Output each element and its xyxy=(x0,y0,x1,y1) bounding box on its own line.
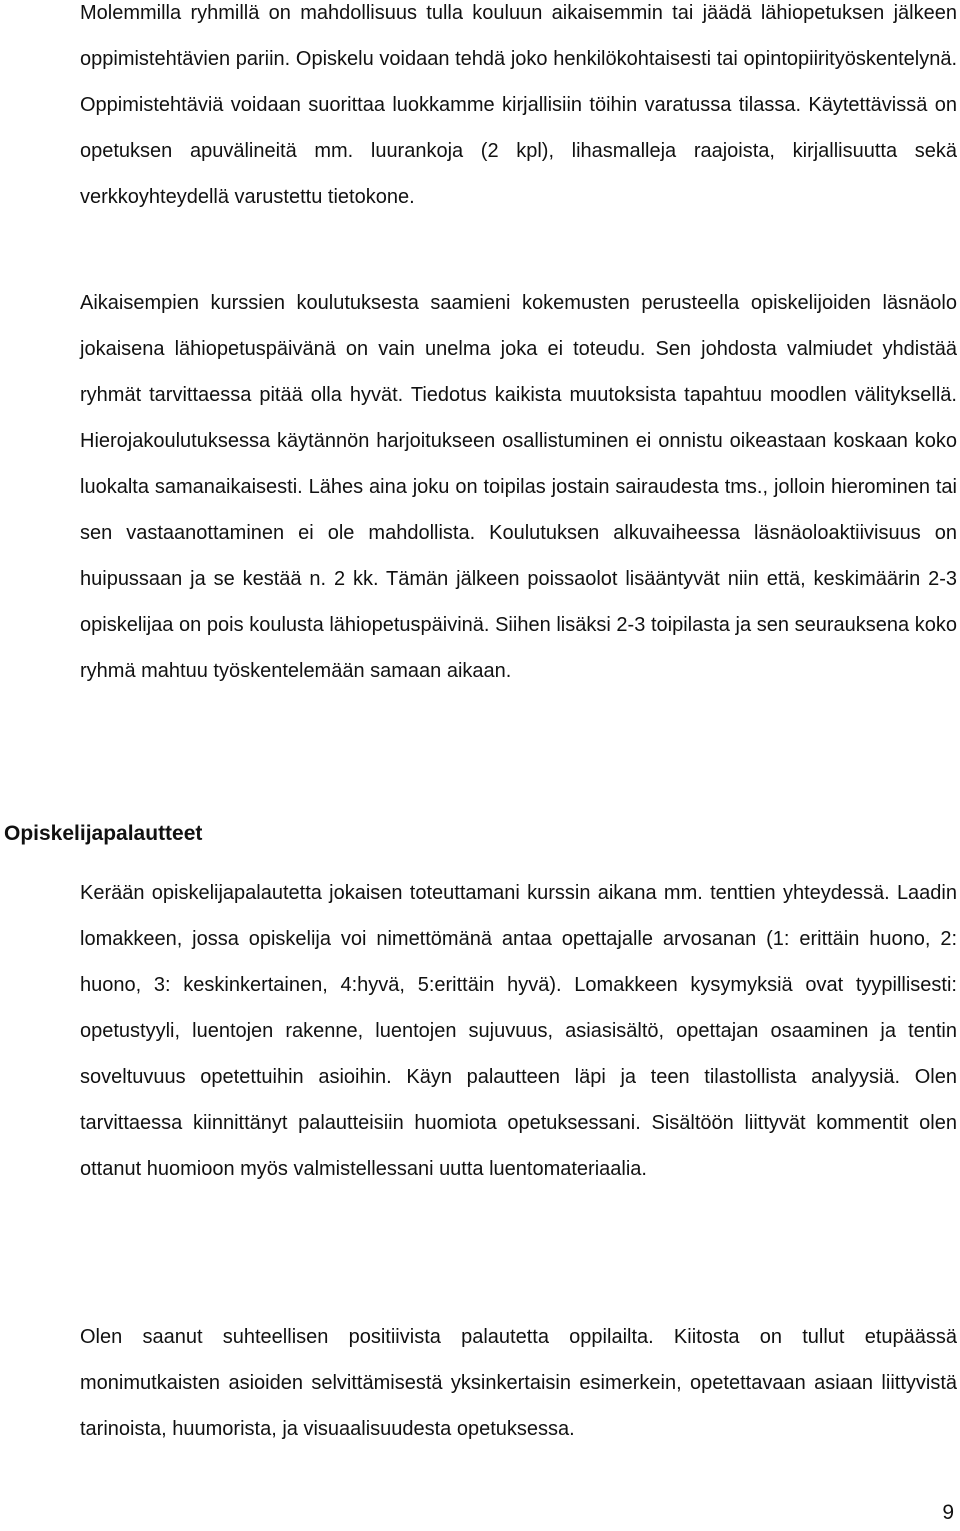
section-heading: Opiskelijapalautteet xyxy=(4,822,203,845)
body-paragraph: Olen saanut suhteellisen positiivista palautetta oppilailta. Kiitosta on tullut etupäässä monimutkaisten asioiden selvittämisestä yksinkertaisin esimerkein, opetettavaan asiaan liittyvistä tarinoista, huumorista, ja visuaalisuudesta opetuksessa. xyxy=(80,1326,957,1440)
body-paragraph: Aikaisempien kurssien koulutuksesta saamieni kokemusten perusteella opiskelijoiden läsnäolo jokaisena lähiopetuspäivänä on vain unelma joka ei toteudu. Sen johdosta valmiudet yhdistää ryhmät tarvittaessa pitää olla hyvät. Tiedotus kaikista muutoksista tapahtuu moodlen välityksellä. Hierojakoulutuksessa käytännön harjoitukseen osallistuminen ei onnistu oikeastaan koskaan koko luokalta samanaikaisesti. Lähes aina joku on toipilas jostain sairaudesta tms., jolloin hierominen tai sen vastaanottaminen ei ole mahdollista. Koulutuksen alkuvaiheessa läsnäoloaktiivisuus on huipussaan ja se kestää n. 2 kk. Tämän jälkeen poissaolot lisääntyvät niin että, keskimäärin 2-3 opiskelijaa on pois koulusta lähiopetuspäivinä. Siihen lisäksi 2-3 toipilasta ja sen seurauksena koko ryhmä mahtuu työskentelemään samaan aikaan. xyxy=(80,292,957,682)
body-paragraph: Kerään opiskelijapalautetta jokaisen toteuttamani kurssin aikana mm. tenttien yhteydessä. Laadin lomakkeen, jossa opiskelija voi nimettömänä antaa opettajalle arvosanan (1: erittäin huono, 2: huono, 3: keskinkertainen, 4:hyvä, 5:erittäin hyvä). Lomakkeen kysymyksiä ovat tyypillisesti: opetustyyli, luentojen rakenne, luentojen sujuvuus, asiasisältö, opettajan osaaminen ja tentin soveltuvuus opetettuihin asioihin. Käyn palautteen läpi ja teen tilastollista analyysiä. Olen tarvittaessa kiinnittänyt palautteisiin huomiota opetuksessani. Sisältöön liittyvät kommentit olen ottanut huomioon myös valmistellessani uutta luentomateriaalia. xyxy=(80,882,957,1180)
page-number: 9 xyxy=(942,1501,954,1524)
body-paragraph: Molemmilla ryhmillä on mahdollisuus tulla kouluun aikaisemmin tai jäädä lähiopetuksen jälkeen oppimistehtävien pariin. Opiskelu voidaan tehdä joko henkilökohtaisesti tai opintopiirityöskentelynä. Oppimistehtäviä voidaan suorittaa luokkamme kirjallisiin töihin varatussa tilassa. Käytettävissä on opetuksen apuvälineitä mm. luurankoja (2 kpl), lihasmalleja raajoista, kirjallisuutta sekä verkkoyhteydellä varustettu tietokone. xyxy=(80,2,957,208)
